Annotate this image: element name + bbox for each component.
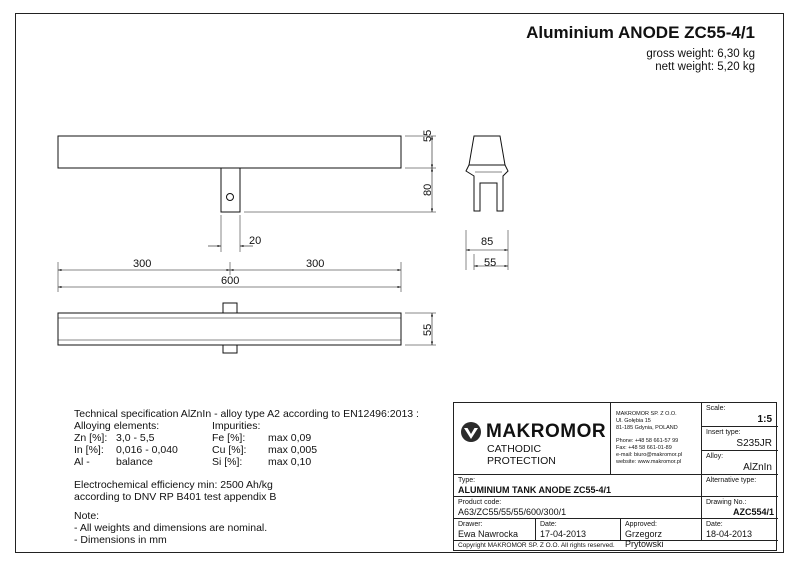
alloy-value: AlZnIn: [743, 462, 772, 473]
drawn-date-label: Date:: [540, 521, 557, 528]
alloy-element: In [%]:: [74, 444, 104, 456]
dim-55-top: 55: [422, 129, 434, 142]
impurity-value: max 0,005: [268, 444, 318, 456]
alloy-value: balance: [116, 456, 153, 468]
alloy-value: 0,016 - 0,040: [116, 444, 178, 456]
anode-profile-top: [469, 136, 505, 165]
dim-80: 80: [422, 183, 434, 196]
type-label: Type:: [458, 477, 476, 484]
anode-body-front: [58, 136, 401, 168]
approved-date-label: Date:: [706, 521, 723, 528]
company-fax: Fax: +48 58 661-01-89: [616, 445, 672, 451]
impurities-heading: Impurities:: [212, 420, 261, 432]
note-2: - Dimensions in mm: [74, 534, 167, 546]
type-cell: [454, 475, 702, 497]
impurity-element: Si [%]:: [212, 456, 243, 468]
drawn-date-value: 17-04-2013: [540, 529, 587, 539]
gross-weight: gross weight: 6,30 kg: [646, 48, 755, 60]
copyright-notice: Copyright MAKROMOR SP. Z O.O. All rights reserved.: [458, 542, 615, 549]
drawing-number-label: Drawing No.:: [706, 499, 747, 506]
insert-bracket-front: [221, 168, 240, 212]
company-name: MAKROMOR SP. Z O.O.: [616, 411, 677, 417]
bracket-hole: [227, 194, 234, 201]
note-1: - All weights and dimensions are nominal.: [74, 522, 268, 534]
dim-20: 20: [249, 235, 262, 247]
approved-label: Approved:: [625, 521, 657, 528]
insert-type-value: S235JR: [736, 438, 772, 449]
product-code-cell: [454, 497, 702, 519]
company-address-1: Ul. Gołębia 15: [616, 418, 651, 424]
company-address-2: 81-185 Gdynia, POLAND: [616, 425, 678, 431]
company-phone: Phone: +48 58 661-57 99: [616, 438, 679, 444]
efficiency-line-2: according to DNV RP B401 test appendix B: [74, 491, 277, 503]
impurity-element: Fe [%]:: [212, 432, 246, 444]
insert-type-cell: [702, 427, 778, 451]
alloy-cell: [702, 451, 778, 475]
spec-heading: Technical specification AlZnIn - alloy type A2 according to EN12496:2013 :: [74, 408, 419, 420]
approved-value: Grzegorz Prytowski: [625, 529, 664, 549]
approved-date-cell: [702, 519, 778, 541]
insert-bottom-tab: [223, 345, 237, 353]
alloy-value: 3,0 - 5,5: [116, 432, 155, 444]
drawing-title: Aluminium ANODE ZC55-4/1: [526, 23, 755, 42]
makromor-logo-icon: [460, 421, 482, 443]
dim-600: 600: [221, 275, 240, 287]
brand-name: MAKROMOR: [486, 421, 607, 442]
scale-cell: [702, 403, 778, 427]
title-block: [453, 402, 777, 551]
impurity-value: max 0,09: [268, 432, 312, 444]
company-website: website: www.makromor.pl: [616, 459, 682, 465]
drawing-number-cell: [702, 497, 778, 519]
alloy-element: Zn [%]:: [74, 432, 108, 444]
approved-date-value: 18-04-2013: [706, 529, 753, 539]
insert-top-tab: [223, 303, 237, 313]
scale-label: Scale:: [706, 405, 726, 412]
company-info: [611, 403, 702, 475]
brand-subtitle: CATHODIC PROTECTION: [487, 443, 556, 467]
drawing-number-value: AZC554/1: [732, 507, 774, 517]
scale-value: 1:5: [757, 414, 772, 425]
dim-85: 85: [481, 236, 494, 248]
insert-type-label: Insert type:: [706, 429, 741, 436]
drawn-date-cell: [536, 519, 621, 541]
impurity-value: max 0,10: [268, 456, 312, 468]
dim-55-bottom: 55: [422, 323, 434, 336]
alternative-type-label: Alternative type:: [706, 477, 757, 484]
approved-cell: [621, 519, 702, 549]
alternative-type-cell: [702, 475, 778, 497]
dim-300-left: 300: [133, 258, 152, 270]
drawer-value: Ewa Nawrocka: [458, 529, 519, 539]
dim-300-right: 300: [306, 258, 325, 270]
drawer-cell: [454, 519, 536, 541]
nett-weight: nett weight: 5,20 kg: [655, 61, 755, 73]
drawer-label: Drawer:: [458, 521, 483, 528]
alloy-element: Al -: [74, 456, 90, 468]
product-code-value: A63/ZC55/55/55/600/300/1: [458, 507, 567, 517]
alloy-label: Alloy:: [706, 453, 724, 460]
product-code-label: Product code:: [458, 499, 502, 506]
impurity-element: Cu [%]:: [212, 444, 247, 456]
type-value: ALUMINIUM TANK ANODE ZC55-4/1: [458, 485, 612, 495]
note-heading: Note:: [74, 510, 100, 522]
company-email: e-mail: biuro@makromor.pl: [616, 452, 683, 458]
logo-area: [454, 403, 611, 475]
dim-55-side: 55: [484, 257, 497, 269]
efficiency-line-1: Electrochemical efficiency min: 2500 Ah/kg: [74, 479, 273, 491]
alloying-heading: Alloying elements:: [74, 420, 160, 432]
